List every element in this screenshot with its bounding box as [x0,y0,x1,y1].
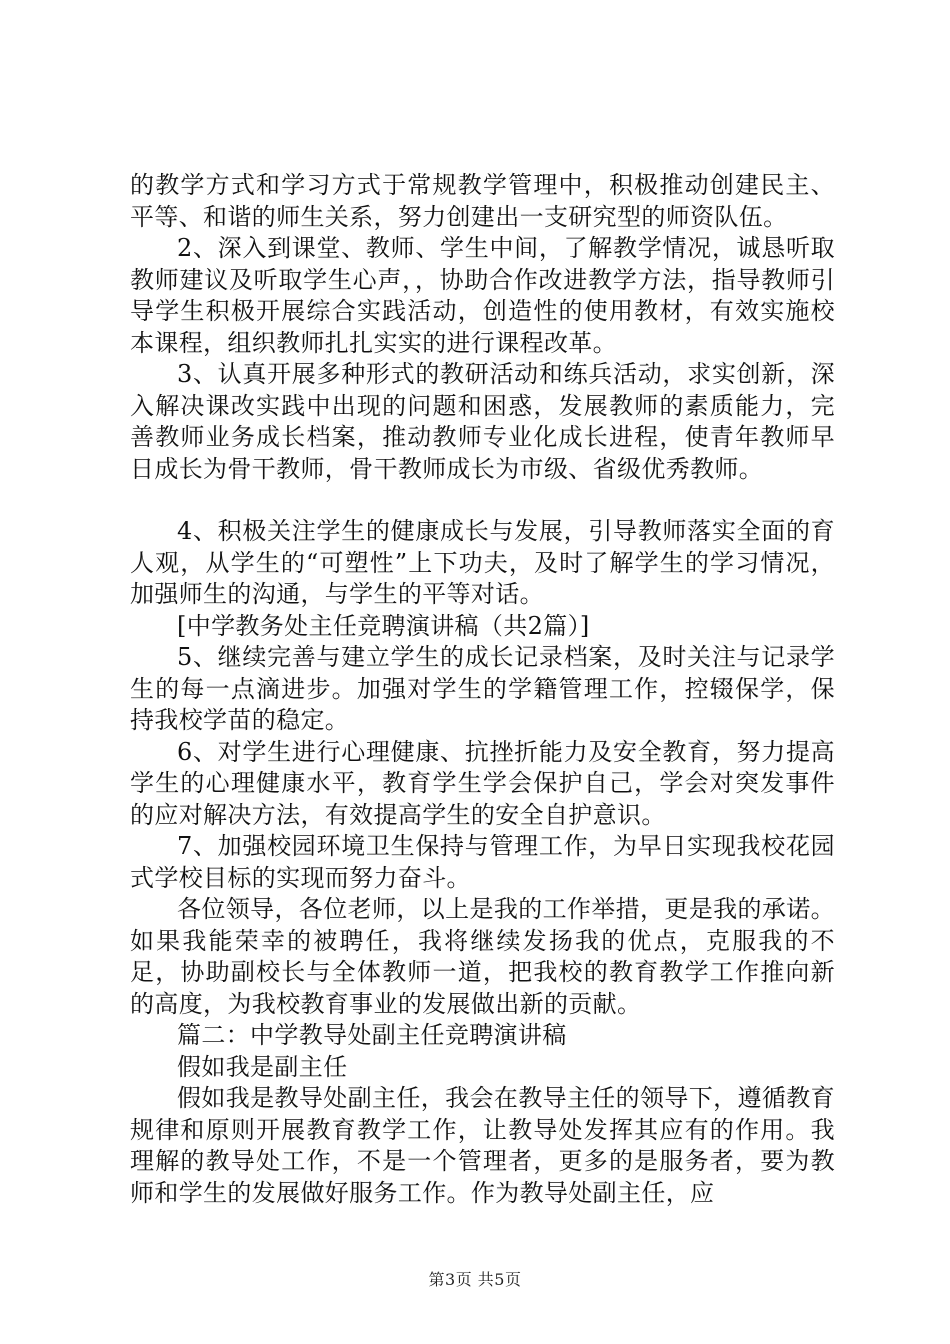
paragraph-1: 的教学方式和学习方式于常规教学管理中，积极推动创建民主、平等、和谐的师生关系，努力创建出一支研究型的师资队伍。 [130,171,835,231]
section-subheading: 假如我是副主任 [177,1052,348,1081]
paragraph-5: 5、继续完善与建立学生的成长记录档案，及时关注与记录学生的每一点滴进步。加强对学生的学籍管理工作，控辍保学，保持我校学苗的稳定。 [130,643,835,734]
section-heading: 篇二：中学教导处副主任竞聘演讲稿 [177,1021,567,1049]
document-body [130,170,835,1209]
paragraph-closing: 各位领导，各位老师，以上是我的工作举措，更是我的承诺。如果我能荣幸的被聘任，我将继续发扬我的优点，克服我的不足，协助副校长与全体教师一道，把我校的教育教学工作推向新的高度，为我校教育事业的发展做出新的贡献。 [130,895,835,1018]
paragraph-3: 3、认真开展多种形式的教研活动和练兵活动，求实创新，深入解决课改实践中出现的问题和困惑，发展教师的素质能力，完善教师业务成长档案，推动教师专业化成长进程，使青年教师早日成长为骨干教师，骨干教师成长为市级、省级优秀教师。 [130,360,835,483]
paragraph-6: 6、对学生进行心理健康、抗挫折能力及安全教育，努力提高学生的心理健康水平，教育学生学会保护自己，学会对突发事件的应对解决方法，有效提高学生的安全自护意识。 [130,737,835,829]
document-title-note: [中学教务处主任竞聘演讲稿（共2篇）] [177,611,590,640]
page-footer: 第3页 共5页 [428,1270,522,1289]
paragraph-7: 7、加强校园环境卫生保持与管理工作，为早日实现我校花园式学校目标的实现而努力奋斗。 [130,832,835,892]
paragraph-2: 2、深入到课堂、教师、学生中间，了解教学情况，诚恳听取教师建议及听取学生心声，，协助合作改进教学方法，指导教师引导学生积极开展综合实践活动，创造性的使用教材，有效实施校本课程，组织教师扎扎实实的进行课程改革。 [130,234,835,357]
paragraph-spacer [130,485,835,516]
paragraph-4: 4、积极关注学生的健康成长与发展，引导教师落实全面的育人观，从学生的“可塑性”上下功夫，及时了解学生的学习情况，加强师生的沟通，与学生的平等对话。 [130,517,835,608]
paragraph-section-two: 假如我是教导处副主任，我会在教导主任的领导下，遵循教育规律和原则开展教育教学工作，让教导处发挥其应有的作用。我理解的教导处工作，不是一个管理者，更多的是服务者，要为教师和学生的发展做好服务工作。作为教导处副主任，应 [130,1084,835,1207]
